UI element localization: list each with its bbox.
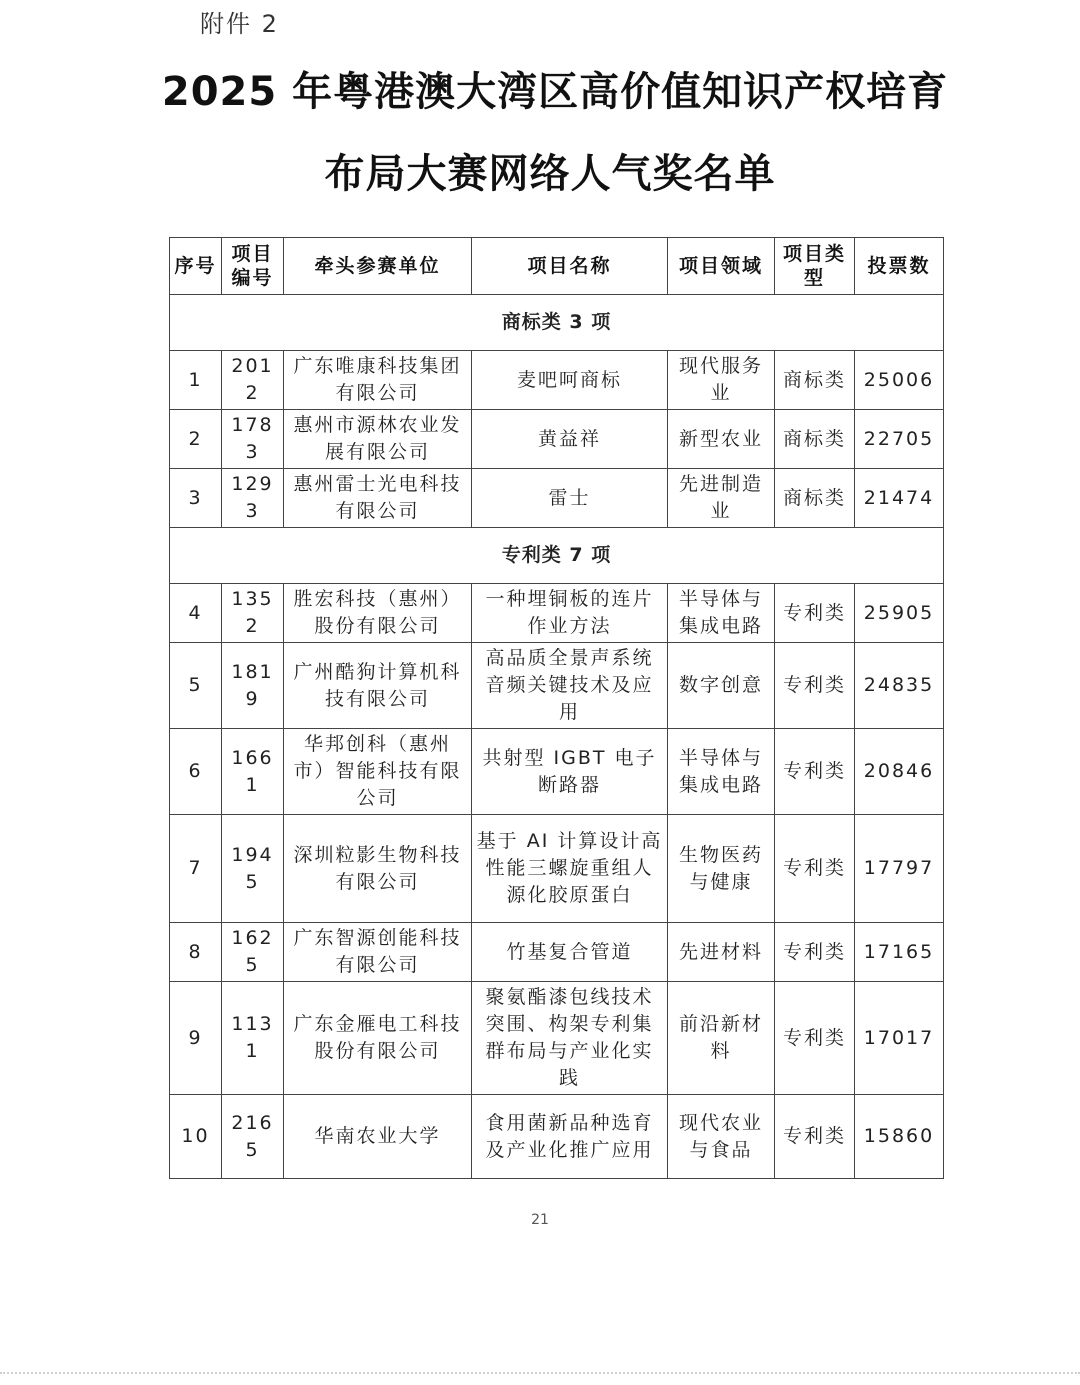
table-row <box>170 410 944 469</box>
cell-field: 现代农业与食品 <box>668 1095 775 1179</box>
cell-type: 专利类 <box>775 643 855 729</box>
cell-votes: 21474 <box>855 469 944 528</box>
header-votes: 投票数 <box>855 238 944 295</box>
cell-name: 黄益祥 <box>472 410 668 469</box>
cell-type: 专利类 <box>775 1095 855 1179</box>
header-name: 项目名称 <box>472 238 668 295</box>
cell-seq: 9 <box>170 982 222 1095</box>
cell-code: 2165 <box>222 1095 284 1179</box>
header-type: 项目类型 <box>775 238 855 295</box>
page-edge-divider <box>0 1372 1080 1374</box>
cell-votes: 24835 <box>855 643 944 729</box>
cell-code: 1352 <box>222 584 284 643</box>
cell-unit: 广东金雁电工科技股份有限公司 <box>284 982 472 1095</box>
cell-votes: 25905 <box>855 584 944 643</box>
cell-field: 先进制造业 <box>668 469 775 528</box>
cell-seq: 7 <box>170 815 222 923</box>
cell-unit: 广东智源创能科技有限公司 <box>284 923 472 982</box>
cell-unit: 深圳粒影生物科技有限公司 <box>284 815 472 923</box>
cell-name: 聚氨酯漆包线技术突围、构架专利集群布局与产业化实践 <box>472 982 668 1095</box>
cell-field: 生物医药与健康 <box>668 815 775 923</box>
header-unit: 牵头参赛单位 <box>284 238 472 295</box>
cell-code: 2012 <box>222 351 284 410</box>
table-header-row <box>170 238 944 295</box>
cell-seq: 4 <box>170 584 222 643</box>
cell-name: 一种埋铜板的连片作业方法 <box>472 584 668 643</box>
cell-field: 现代服务业 <box>668 351 775 410</box>
cell-type: 专利类 <box>775 982 855 1095</box>
cell-type: 商标类 <box>775 351 855 410</box>
cell-seq: 10 <box>170 1095 222 1179</box>
cell-unit: 惠州市源林农业发展有限公司 <box>284 410 472 469</box>
cell-field: 数字创意 <box>668 643 775 729</box>
cell-type: 专利类 <box>775 923 855 982</box>
cell-type: 专利类 <box>775 729 855 815</box>
cell-type: 商标类 <box>775 469 855 528</box>
cell-code: 1945 <box>222 815 284 923</box>
cell-unit: 广东唯康科技集团有限公司 <box>284 351 472 410</box>
cell-code: 1819 <box>222 643 284 729</box>
cell-seq: 6 <box>170 729 222 815</box>
section-label-trademark: 商标类 3 项 <box>170 295 944 351</box>
cell-votes: 17797 <box>855 815 944 923</box>
cell-field: 半导体与集成电路 <box>668 729 775 815</box>
page-number: 21 <box>531 1212 549 1228</box>
cell-unit: 惠州雷士光电科技有限公司 <box>284 469 472 528</box>
cell-field: 先进材料 <box>668 923 775 982</box>
cell-name: 食用菌新品种选育及产业化推广应用 <box>472 1095 668 1179</box>
section-label-patent: 专利类 7 项 <box>170 528 944 584</box>
cell-votes: 17165 <box>855 923 944 982</box>
cell-seq: 2 <box>170 410 222 469</box>
table-row <box>170 982 944 1095</box>
cell-name: 竹基复合管道 <box>472 923 668 982</box>
document-title-line-1: 2025 年粤港澳大湾区高价值知识产权培育 <box>161 69 949 115</box>
cell-field: 前沿新材料 <box>668 982 775 1095</box>
table-row <box>170 469 944 528</box>
cell-unit: 广州酷狗计算机科技有限公司 <box>284 643 472 729</box>
cell-seq: 8 <box>170 923 222 982</box>
cell-seq: 1 <box>170 351 222 410</box>
cell-unit: 华南农业大学 <box>284 1095 472 1179</box>
table-row <box>170 923 944 982</box>
cell-type: 商标类 <box>775 410 855 469</box>
header-seq: 序号 <box>170 238 222 295</box>
cell-type: 专利类 <box>775 815 855 923</box>
cell-type: 专利类 <box>775 584 855 643</box>
cell-unit: 华邦创科（惠州市）智能科技有限公司 <box>284 729 472 815</box>
header-code: 项目编号 <box>222 238 284 295</box>
table-row <box>170 584 944 643</box>
cell-seq: 5 <box>170 643 222 729</box>
table-row <box>170 351 944 410</box>
award-list-table <box>169 237 944 1179</box>
cell-name: 麦吧呵商标 <box>472 351 668 410</box>
cell-field: 新型农业 <box>668 410 775 469</box>
table-row <box>170 643 944 729</box>
cell-code: 1783 <box>222 410 284 469</box>
cell-code: 1661 <box>222 729 284 815</box>
section-row-patent <box>170 528 944 584</box>
cell-name: 高品质全景声系统音频关键技术及应用 <box>472 643 668 729</box>
cell-votes: 15860 <box>855 1095 944 1179</box>
cell-field: 半导体与集成电路 <box>668 584 775 643</box>
cell-code: 1625 <box>222 923 284 982</box>
document-title-line-2: 布局大赛网络人气奖名单 <box>324 151 776 197</box>
attachment-label: 附件 2 <box>200 10 279 38</box>
cell-name: 基于 AI 计算设计高性能三螺旋重组人源化胶原蛋白 <box>472 815 668 923</box>
cell-unit: 胜宏科技（惠州）股份有限公司 <box>284 584 472 643</box>
cell-votes: 17017 <box>855 982 944 1095</box>
cell-name: 共射型 IGBT 电子断路器 <box>472 729 668 815</box>
table-row <box>170 815 944 923</box>
cell-seq: 3 <box>170 469 222 528</box>
cell-votes: 22705 <box>855 410 944 469</box>
section-row-trademark <box>170 295 944 351</box>
cell-code: 1293 <box>222 469 284 528</box>
cell-code: 1131 <box>222 982 284 1095</box>
table-row <box>170 1095 944 1179</box>
cell-votes: 20846 <box>855 729 944 815</box>
table-row <box>170 729 944 815</box>
header-field: 项目领域 <box>668 238 775 295</box>
cell-name: 雷士 <box>472 469 668 528</box>
cell-votes: 25006 <box>855 351 944 410</box>
